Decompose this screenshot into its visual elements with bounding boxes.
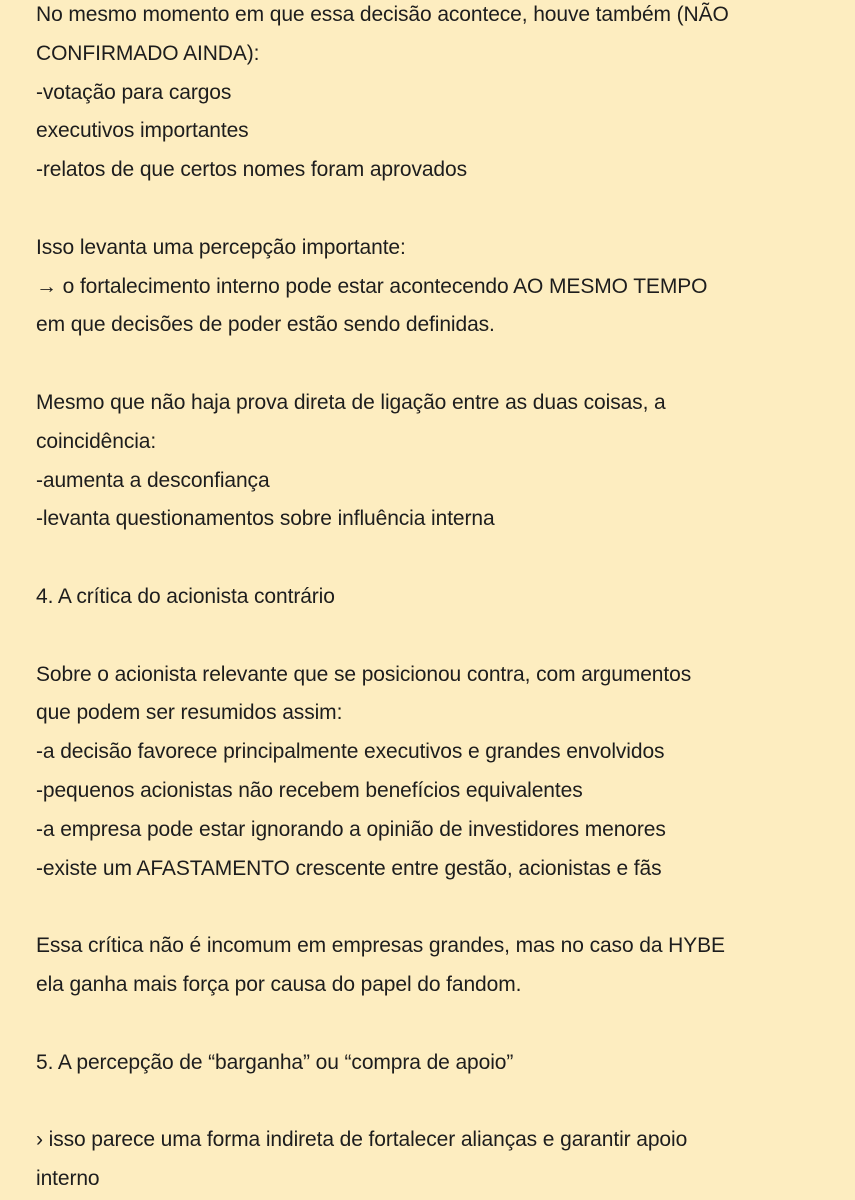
list-item: -relatos de que certos nomes foram aprovados [36,158,467,182]
paragraph-line: ela ganha mais força por causa do papel do fandom. [36,972,522,996]
section-heading: 4. A crítica do acionista contrário [36,584,335,608]
list-item: -aumenta a desconfiança [36,468,270,492]
list-item: -a decisão favorece principalmente executivos e grandes envolvidos [36,740,665,764]
paragraph-line: interno [36,1166,100,1190]
list-item: -pequenos acionistas não recebem benefícios equivalentes [36,778,583,802]
list-item: -votação para cargos [36,80,232,104]
paragraph-line: Essa crítica não é incomum em empresas grandes, mas no caso da HYBE [36,934,725,958]
paragraph-line: Isso levanta uma percepção importante: [36,235,406,259]
spacer [36,888,836,927]
paragraph-line: No mesmo momento em que essa decisão acontece, houve também (NÃO [36,3,729,26]
list-item: -existe um AFASTAMENTO crescente entre gestão, acionistas e fãs [36,856,662,880]
paragraph-line: › isso parece uma forma indireta de fortalecer alianças e garantir apoio [36,1128,688,1152]
paragraph-line: Mesmo que não haja prova direta de ligação entre as duas coisas, a [36,390,666,414]
section-heading: 5. A percepção de “barganha” ou “compra de apoio” [36,1050,514,1074]
document-body [36,0,836,1199]
paragraph-line: CONFIRMADO AINDA): [36,41,260,65]
spacer [36,1082,836,1121]
spacer [36,1005,836,1044]
list-item: -a empresa pode estar ignorando a opinião de investidores menores [36,817,666,841]
list-item: executivos importantes [36,119,249,143]
spacer [36,539,836,578]
paragraph-line: coincidência: [36,429,157,453]
paragraph-line: → o fortalecimento interno pode estar acontecendo AO MESMO TEMPO [36,274,708,298]
spacer [36,345,836,384]
spacer [36,617,836,656]
paragraph-line: Sobre o acionista relevante que se posicionou contra, com argumentos [36,662,692,686]
paragraph-line: que podem ser resumidos assim: [36,701,343,725]
paragraph-line: em que decisões de poder estão sendo definidas. [36,313,495,337]
list-item: -levanta questionamentos sobre influência interna [36,507,495,531]
spacer [36,190,836,229]
